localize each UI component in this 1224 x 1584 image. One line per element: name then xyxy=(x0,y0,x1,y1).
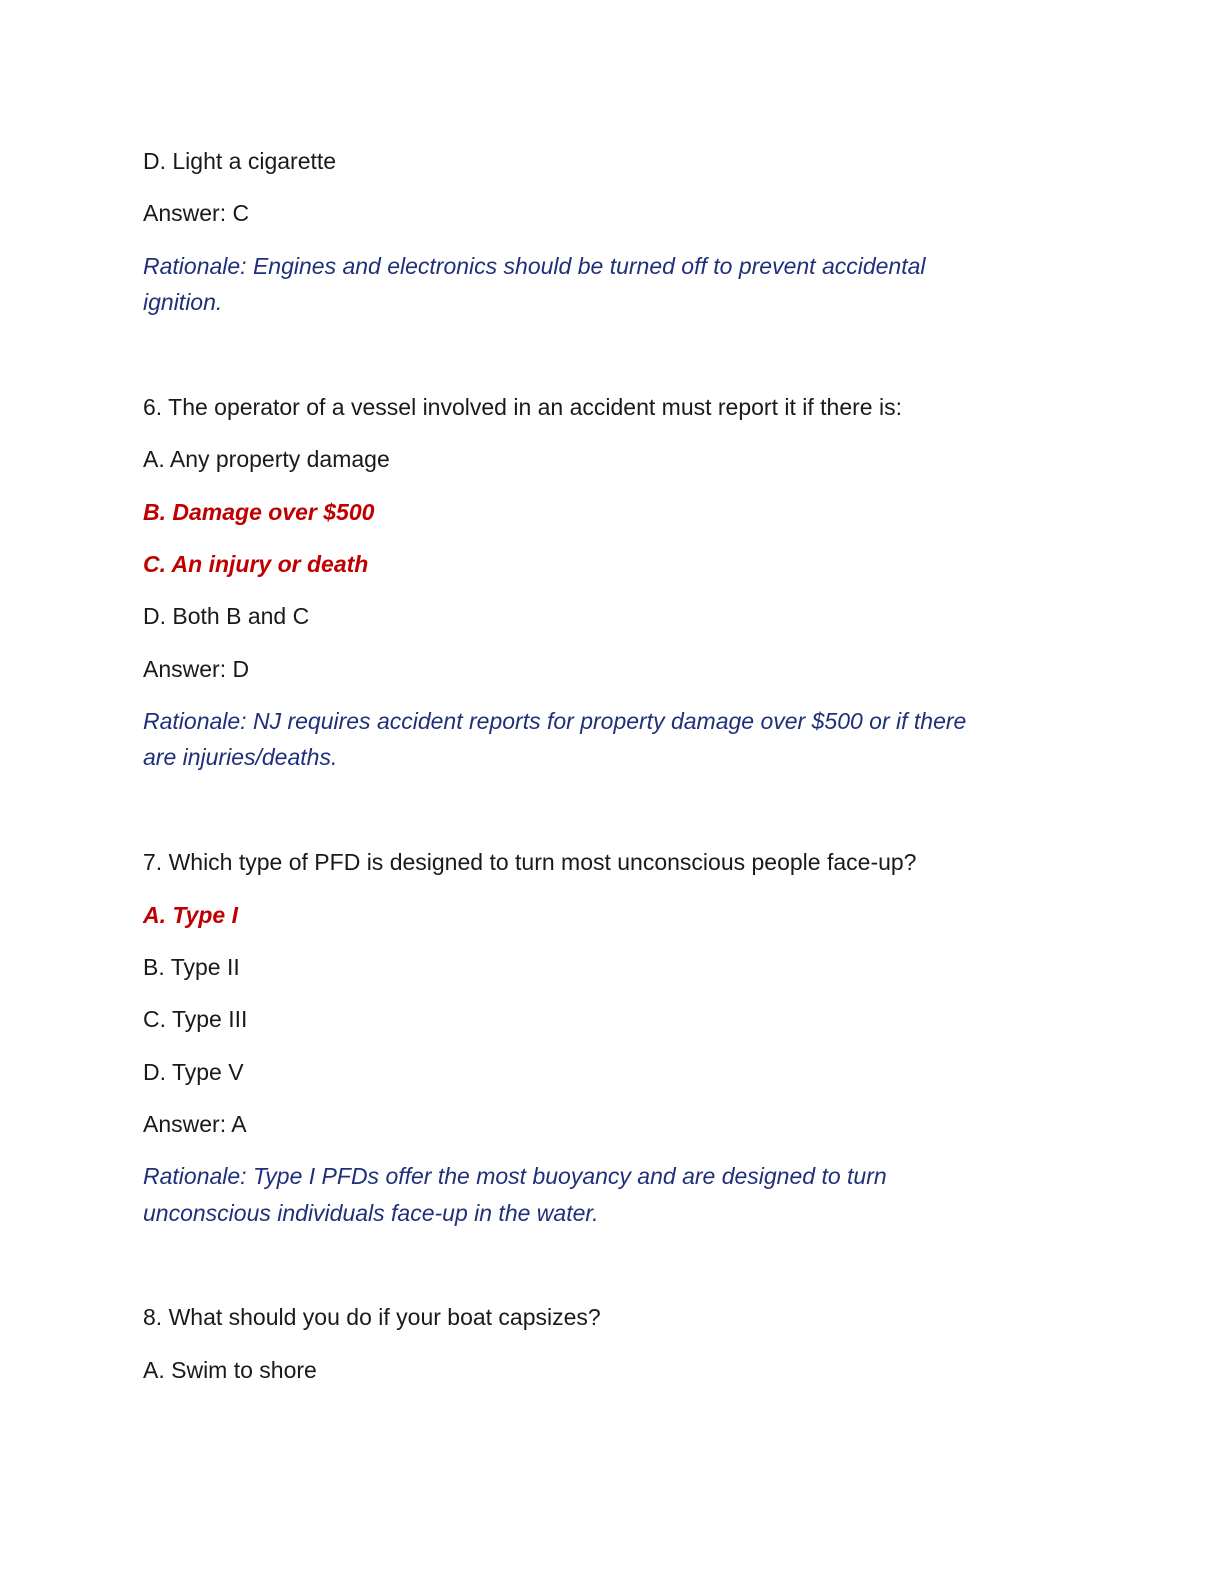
q6-option-d: D. Both B and C xyxy=(143,603,310,629)
q7-option-a: A. Type I xyxy=(143,902,238,928)
q5-rationale-line2: ignition. xyxy=(143,289,223,315)
q7-answer: Answer: A xyxy=(143,1111,247,1137)
q8-option-a: A. Swim to shore xyxy=(143,1357,317,1383)
q5-answer: Answer: C xyxy=(143,200,250,226)
q8-question: 8. What should you do if your boat capsizes? xyxy=(143,1304,601,1330)
q7-option-d: D. Type V xyxy=(143,1059,244,1085)
q6-answer: Answer: D xyxy=(143,656,250,682)
q7-option-b: B. Type II xyxy=(143,954,240,980)
q7-option-c: C. Type III xyxy=(143,1006,248,1032)
q6-option-a: A. Any property damage xyxy=(143,446,390,472)
q6-rationale-line1: Rationale: NJ requires accident reports for property damage over $500 or if there xyxy=(143,708,967,734)
q5-rationale-line1: Rationale: Engines and electronics should be turned off to prevent accidental xyxy=(143,253,926,279)
q6-option-b: B. Damage over $500 xyxy=(143,499,375,525)
q5-option-d: D. Light a cigarette xyxy=(143,148,337,174)
q6-rationale-line2: are injuries/deaths. xyxy=(143,744,338,770)
q6-option-c: C. An injury or death xyxy=(143,551,369,577)
q6-question: 6. The operator of a vessel involved in an accident must report it if there is: xyxy=(143,394,902,420)
q7-question: 7. Which type of PFD is designed to turn most unconscious people face-up? xyxy=(143,849,917,875)
q7-rationale-line1: Rationale: Type I PFDs offer the most buoyancy and are designed to turn xyxy=(143,1163,887,1189)
q7-rationale-line2: unconscious individuals face-up in the water. xyxy=(143,1200,599,1226)
